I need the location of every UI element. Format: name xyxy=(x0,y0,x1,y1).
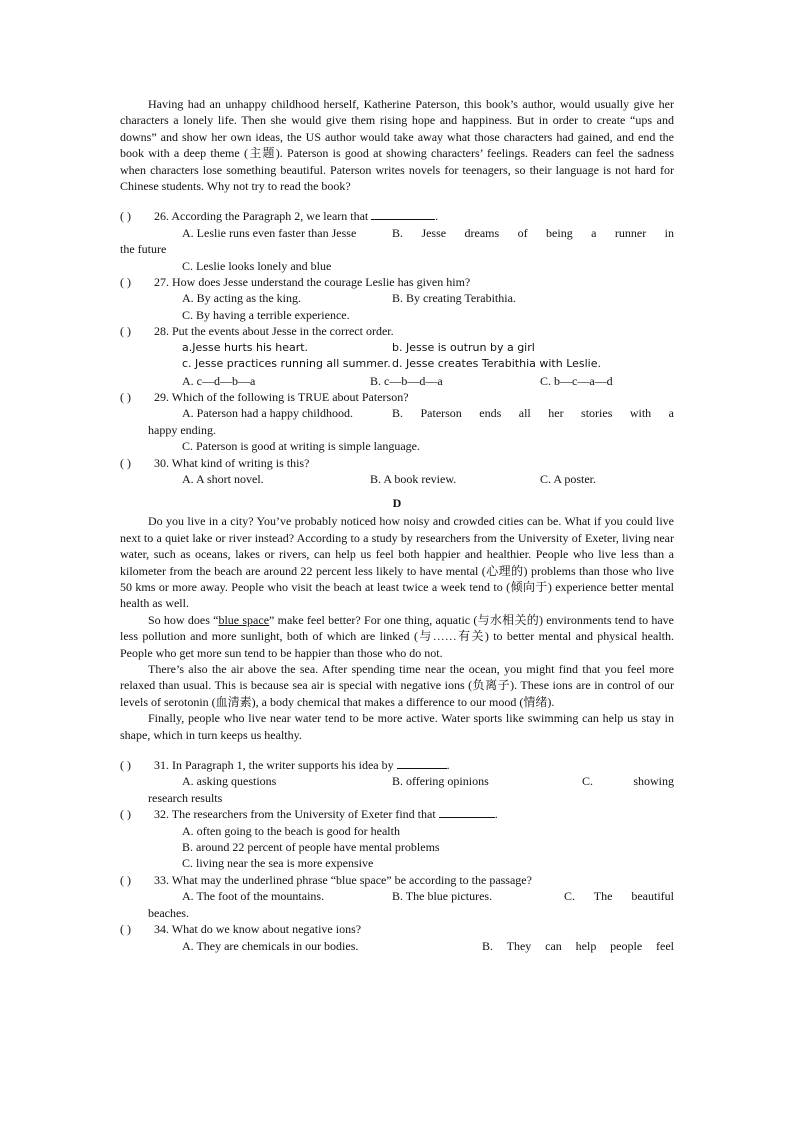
passage-d-paragraph-4: Finally, people who live near water tend to be more active. Water sports like swimming can help us stay in shape, which in turn keeps us healthy. xyxy=(120,711,674,742)
option-c[interactable]: C. b—c—a—d xyxy=(540,373,613,388)
exam-page xyxy=(120,96,674,954)
event-d: d. Jesse creates Terabithia with Leslie. xyxy=(392,357,601,371)
option-b[interactable]: B. around 22 percent of people have mental problems xyxy=(182,840,440,855)
option-b[interactable]: B. By creating Terabithia. xyxy=(392,291,516,306)
option-c[interactable]: C. Paterson is good at writing is simple language. xyxy=(182,439,420,454)
option-a[interactable]: A. The foot of the mountains. xyxy=(182,889,325,904)
passage-d-paragraph-1: Do you live in a city? You’ve probably noticed how noisy and crowded cities can be. What if you could live next to a quiet lake or river instead? According to a study by researchers from the University of Exeter, living near water, such as oceans, lakes or rivers, can help us feel both happier and healthier. People who live less than a kilometer from the beach are around 22 percent less likely to have mental (心理的) problems than those who live 50 kms or more away. People who visit the beach at least twice a week tend to (倾向于) experience better mental health as well. xyxy=(120,514,674,611)
paragraph-text: So how does “ xyxy=(148,612,219,627)
question-stem: 26. According the Paragraph 2, we learn that xyxy=(154,209,369,224)
question-30 xyxy=(120,455,674,471)
option-a[interactable]: A. A short novel. xyxy=(182,471,264,486)
event-a: a.Jesse hurts his heart. xyxy=(182,340,309,354)
paragraph-text: ” make feel better? For one thing, aquatic (与水相关的) environments tend to have less pollution and more sunlight, both of which are linked (与……有关) to better mental and physical health. People who get more sun tend to be happier than those who do not. xyxy=(120,612,674,660)
answer-bracket[interactable]: ( ) xyxy=(120,209,131,224)
answer-bracket[interactable]: ( ) xyxy=(120,455,131,470)
question-28 xyxy=(120,323,674,339)
question-stem: 33. What may the underlined phrase “blue space” be according to the passage? xyxy=(154,872,532,887)
option-b[interactable]: B. A book review. xyxy=(370,471,457,486)
option-b[interactable]: B. Paterson ends all her stories with a xyxy=(392,406,674,421)
answer-bracket[interactable]: ( ) xyxy=(120,872,131,887)
question-26 xyxy=(120,208,674,224)
option-c[interactable]: C. A poster. xyxy=(540,471,597,486)
section-heading-d: D xyxy=(392,496,402,511)
answer-blank[interactable] xyxy=(397,757,447,769)
option-a[interactable]: A. Paterson had a happy childhood. xyxy=(182,406,353,421)
answer-bracket[interactable]: ( ) xyxy=(120,324,131,339)
question-stem: 28. Put the events about Jesse in the correct order. xyxy=(154,324,394,339)
answer-bracket[interactable]: ( ) xyxy=(120,389,131,404)
option-a[interactable]: A. c—d—b—a xyxy=(182,373,256,388)
passage-d-paragraph-2 xyxy=(120,612,674,661)
question-stem: 30. What kind of writing is this? xyxy=(154,455,310,470)
question-32 xyxy=(120,806,674,822)
passage-d-paragraph-3: There’s also the air above the sea. After spending time near the ocean, you might find that you feel more relaxed than usual. This is because sea air is special with negative ions (负离子). These ions are in control of our levels of serotonin (血清素), a body chemical that makes a difference to our mood (情绪). xyxy=(120,662,674,709)
answer-blank[interactable] xyxy=(371,208,435,220)
passage-c-final-paragraph: Having had an unhappy childhood herself, Katherine Paterson, this book’s author, would usually give her characters a lonely life. Then she would give them rising hope and happiness. But in order to create “ups and downs” and show her own ideas, the US author would take away what those characters had gained, and end the book with a deep theme (主题). Paterson is good at showing characters’ feelings. Readers can feel the sadness when characters lose something beautiful. Paterson writes novels for teenagers, so their language is not hard for Chinese students. Why not try to read the book? xyxy=(120,97,674,194)
event-c: c. Jesse practices running all summer. xyxy=(182,357,391,371)
option-b[interactable]: B. The blue pictures. xyxy=(392,889,493,904)
option-a[interactable]: A. By acting as the king. xyxy=(182,291,301,306)
answer-bracket[interactable]: ( ) xyxy=(120,275,131,290)
question-stem: 32. The researchers from the University of Exeter find that xyxy=(154,807,436,822)
option-b-continued: happy ending. xyxy=(148,422,216,437)
question-29 xyxy=(120,389,674,405)
option-c[interactable]: C. By having a terrible experience. xyxy=(182,307,350,322)
option-a[interactable]: A. They are chemicals in our bodies. xyxy=(182,938,359,953)
option-c[interactable]: C. living near the sea is more expensive xyxy=(182,856,374,871)
option-c-continued: research results xyxy=(148,790,223,805)
option-c[interactable]: C. The beautiful xyxy=(564,889,674,904)
event-b: b. Jesse is outrun by a girl xyxy=(392,340,535,354)
option-b[interactable]: B. offering opinions xyxy=(392,774,489,789)
answer-bracket[interactable]: ( ) xyxy=(120,758,131,773)
option-c-continued: beaches. xyxy=(148,905,189,920)
stem-end: . xyxy=(446,758,450,773)
stem-end: . xyxy=(494,807,498,822)
question-stem: 29. Which of the following is TRUE about Paterson? xyxy=(154,389,409,404)
question-31 xyxy=(120,757,674,773)
question-stem: 34. What do we know about negative ions? xyxy=(154,922,362,937)
question-stem: 31. In Paragraph 1, the writer supports his idea by xyxy=(154,758,394,773)
answer-bracket[interactable]: ( ) xyxy=(120,807,131,822)
question-27 xyxy=(120,274,674,290)
option-a[interactable]: A. Leslie runs even faster than Jesse xyxy=(182,225,357,240)
option-b[interactable]: B. Jesse dreams of being a runner in xyxy=(392,225,674,240)
underlined-phrase: blue space xyxy=(218,612,270,627)
option-c[interactable]: C. showing xyxy=(582,774,674,789)
answer-bracket[interactable]: ( ) xyxy=(120,922,131,937)
question-stem: 27. How does Jesse understand the courage Leslie has given him? xyxy=(154,275,471,290)
option-b[interactable]: B. They can help people feel xyxy=(482,938,674,953)
option-c[interactable]: C. Leslie looks lonely and blue xyxy=(182,258,332,273)
option-b[interactable]: B. c—b—d—a xyxy=(370,373,443,388)
stem-end: . xyxy=(435,209,439,224)
question-34 xyxy=(120,921,674,937)
answer-blank[interactable] xyxy=(439,806,495,818)
option-a[interactable]: A. often going to the beach is good for health xyxy=(182,823,400,838)
option-a[interactable]: A. asking questions xyxy=(182,774,277,789)
option-b-continued: the future xyxy=(120,242,167,257)
question-33 xyxy=(120,872,674,888)
